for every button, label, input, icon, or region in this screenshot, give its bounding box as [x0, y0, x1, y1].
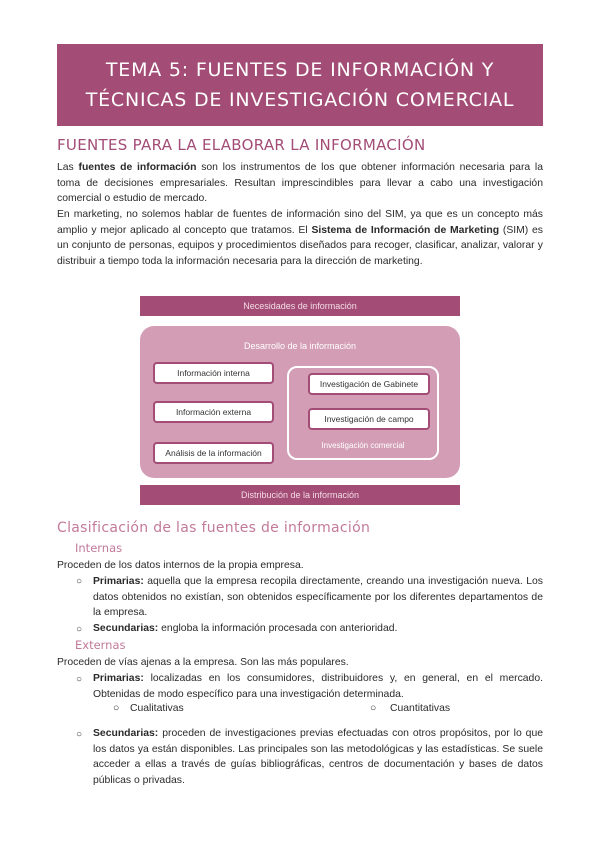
sub-bullet-icon: ○	[113, 703, 120, 714]
sub-bullet-icon: ○	[370, 703, 377, 714]
diagram-item-campo: Investigación de campo	[308, 408, 430, 430]
sub-item-cuantitativas: Cuantitativas	[390, 703, 451, 714]
externas-secundarias	[93, 726, 543, 789]
bullet-icon: ○	[76, 729, 83, 740]
diagram-item-gabinete: Investigación de Gabinete	[308, 373, 430, 395]
subheading-externas: Externas	[75, 638, 126, 652]
bullet-icon: ○	[76, 674, 83, 685]
bold-term: Sistema de Información de Marketing	[311, 224, 500, 236]
diagram-box-title: Desarrollo de la información	[243, 341, 357, 351]
text: aquella que la empresa recopila directamente, creando una investigación nueva. Los datos obtenidos no existían, son obtenidos específicamente por los diferentes departamentos de la empresa.	[93, 576, 543, 619]
title-line-2: TÉCNICAS DE INVESTIGACIÓN COMERCIAL	[85, 89, 515, 111]
label: Secundarias:	[93, 728, 159, 739]
text: son los instrumentos de los que obtener información necesaria para la toma de decisiones empresariales. Resultan imprescindibles para llevar a cabo una investigación comercial o estudio de mercado.	[57, 162, 544, 205]
internas-primarias	[93, 574, 543, 621]
paragraph-sim	[57, 207, 543, 270]
internas-intro: Proceden de los datos internos de la propia empresa.	[57, 560, 304, 571]
diagram-item-externa: Información externa	[153, 401, 274, 423]
externas-intro: Proceden de vías ajenas a la empresa. Son las más populares.	[57, 657, 349, 668]
text: localizadas en los consumidores, distribuidores y, en general, en el mercado. Obtenidas de modo específico para una investigación determinada.	[93, 673, 543, 700]
diagram-top-bar: Necesidades de información	[140, 296, 460, 316]
text: (SIM) es un conjunto de personas, equipos y procedimientos diseñados para recoger, clasificar, analizar, valorar y distribuir a tiempo toda la información necesaria para la dirección de marketing.	[57, 224, 543, 268]
subheading-internas: Internas	[75, 541, 123, 555]
section-heading-fuentes: FUENTES PARA LA ELABORAR LA INFORMACIÓN	[57, 136, 426, 154]
diagram-inner-label: Investigación comercial	[321, 441, 405, 450]
diagram-item-interna: Información interna	[153, 362, 274, 384]
internas-secundarias	[93, 621, 543, 637]
bold-term: fuentes de información	[78, 162, 197, 173]
label: Primarias:	[93, 576, 144, 587]
text: engloba la información procesada con anterioridad.	[158, 623, 398, 634]
title-line-1: TEMA 5: FUENTES DE INFORMACIÓN Y	[105, 59, 495, 81]
label: Secundarias:	[93, 623, 159, 634]
text: Las	[57, 162, 79, 173]
externas-primarias	[93, 671, 543, 702]
text: proceden de investigaciones previas efectuadas con otros propósitos, por lo que los datos ya están disponibles. Las principales son las metodológicas y las estadísticas. Se suele acceder a ellas a través de guías bibliográficas, centros de documentación y bases de datos públicas o privadas.	[93, 728, 543, 787]
paragraph-fuentes	[57, 160, 543, 207]
text: En marketing, no solemos hablar de fuentes de información sino del SIM, ya que es un concepto más amplio y mejor aplicado al concepto que tratamos. El	[57, 209, 543, 236]
title-banner	[57, 44, 543, 126]
section-heading-clasificacion: Clasificación de las fuentes de información	[57, 520, 371, 536]
diagram-bottom-bar: Distribución de la información	[140, 485, 460, 505]
label: Primarias:	[93, 673, 144, 684]
sub-item-cualitativas: Cualitativas	[130, 703, 184, 714]
diagram-item-analisis: Análisis de la información	[153, 442, 274, 464]
bullet-icon: ○	[76, 624, 83, 635]
bullet-icon: ○	[76, 576, 83, 587]
